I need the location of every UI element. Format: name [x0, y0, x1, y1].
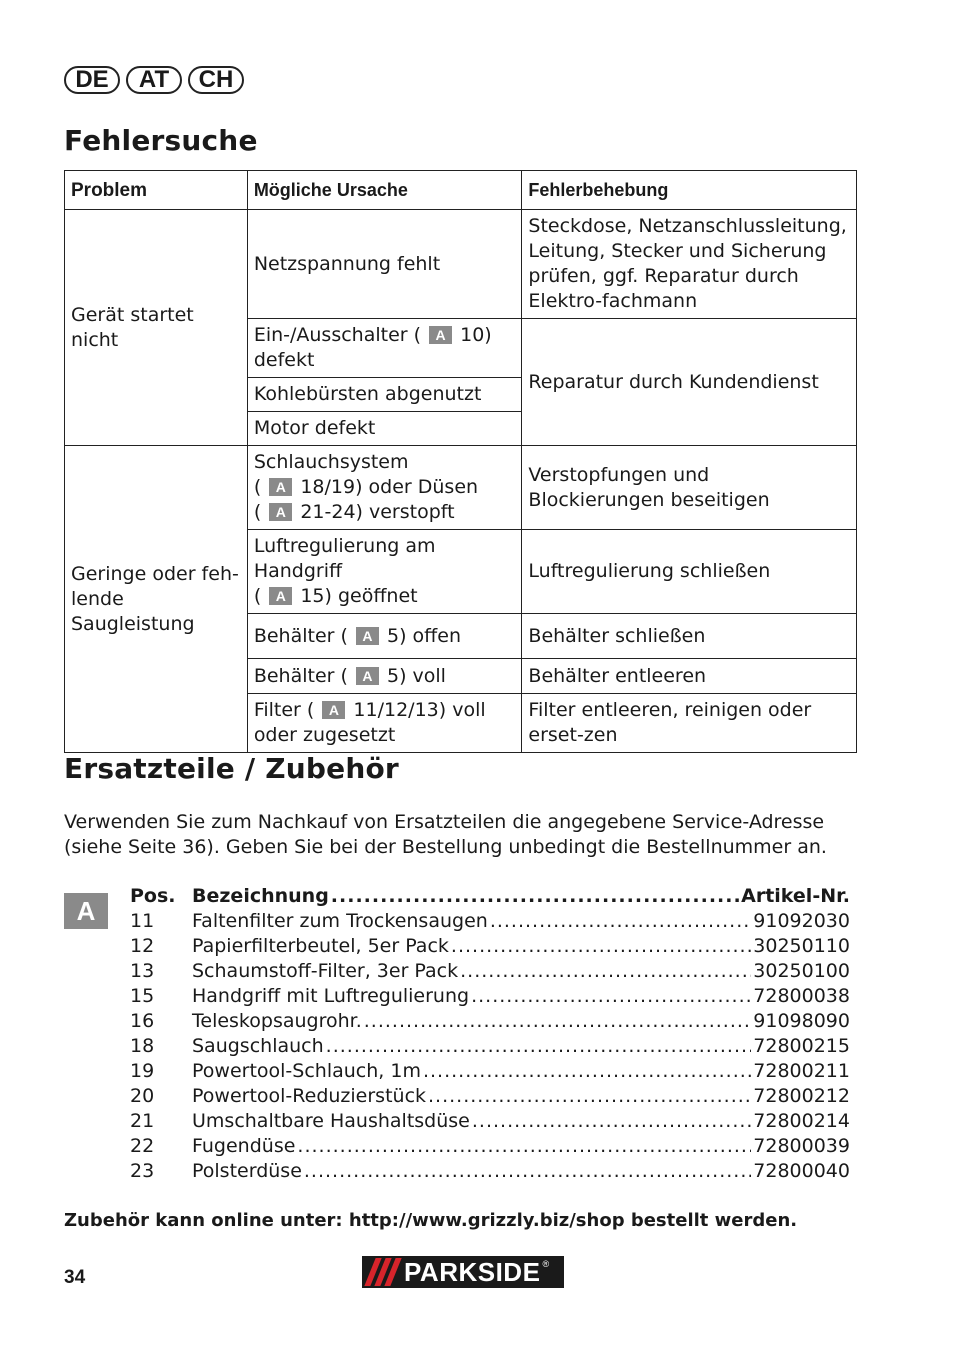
fix-cell: Steckdose, Netzanschlussleitung, Leitung, Stecker und Sicherung prüfen, ggf. Reparatur durch Elektro-fachmann: [522, 210, 857, 319]
table-row: [128, 959, 850, 984]
cause-text: 10) defekt: [253, 324, 492, 371]
leader-dots: [297, 1134, 751, 1159]
table-row: [65, 446, 857, 530]
cause-cell: [247, 530, 522, 614]
cause-cell: Motor defekt: [247, 412, 522, 446]
cause-text: 5) offen: [380, 624, 461, 647]
part-article-number: 72800214: [753, 1110, 850, 1132]
fix-cell: Reparatur durch Kundendienst: [522, 319, 857, 446]
fix-cell: Behälter entleeren: [522, 659, 857, 694]
part-article-number: 30250110: [753, 935, 850, 957]
cause-text: Behälter (: [253, 664, 348, 687]
problem-cell: Geringe oder feh-lende Saugleistung: [65, 446, 248, 753]
part-name: Faltenfilter zum Trockensaugen: [192, 910, 488, 932]
parts-header-art: Artikel-Nr.: [741, 885, 850, 907]
table-row: [128, 1159, 850, 1184]
leader-dots: [428, 1084, 751, 1109]
figure-a-badge: A: [322, 701, 345, 719]
part-pos: 22: [130, 1135, 155, 1157]
table-row: [128, 1084, 850, 1109]
table-row: [128, 1134, 850, 1159]
cause-cell: Netzspannung fehlt: [247, 210, 522, 319]
fix-cell: Filter entleeren, reinigen oder erset-zen: [522, 694, 857, 753]
parts-header-pos: Pos.: [130, 885, 176, 907]
part-article-number: 72800211: [753, 1060, 850, 1082]
cause-cell: [247, 659, 522, 694]
leader-dots: [331, 884, 739, 909]
language-badge-at: AT: [126, 66, 182, 94]
cause-cell: [247, 694, 522, 753]
table-row: [128, 1034, 850, 1059]
problem-cell: Gerät startet nicht: [65, 210, 248, 446]
section-title-troubleshooting: Fehlersuche: [64, 124, 258, 157]
language-badges: [64, 66, 244, 94]
part-name: Papierfilterbeutel, 5er Pack: [192, 935, 449, 957]
leader-dots: [364, 1009, 752, 1034]
cause-text: Schlauchsystem: [253, 451, 409, 473]
table-row: [128, 1009, 850, 1034]
table-row: [128, 934, 850, 959]
part-pos: 11: [130, 910, 155, 932]
part-article-number: 91092030: [753, 910, 850, 932]
figure-a-badge: A: [356, 627, 379, 645]
troubleshooting-table: [64, 170, 857, 753]
cause-text: 5) voll: [380, 664, 446, 687]
part-article-number: 72800215: [753, 1035, 850, 1057]
fix-cell: Luftregulierung schließen: [522, 530, 857, 614]
part-pos: 21: [130, 1110, 155, 1132]
paren: (: [253, 501, 262, 523]
part-pos: 20: [130, 1085, 155, 1107]
part-pos: 13: [130, 960, 155, 982]
section-title-spare-parts: Ersatzteile / Zubehör: [64, 752, 399, 785]
part-pos: 12: [130, 935, 155, 957]
cause-text: 18/19) oder Düsen: [300, 476, 479, 498]
leader-dots: [490, 909, 751, 934]
cause-cell: [247, 319, 522, 378]
part-name: Powertool-Schlauch, 1m: [192, 1060, 421, 1082]
part-name: Umschaltbare Haushaltsdüse: [192, 1110, 470, 1132]
cause-cell: [247, 446, 522, 530]
leader-dots: [472, 1109, 751, 1134]
leader-dots: [451, 934, 751, 959]
spare-parts-intro: Verwenden Sie zum Nachkauf von Ersatzteilen die angegebene Service-Adresse (siehe Seite 36). Geben Sie bei der Bestellung unbedingt die Bestellnummer an.: [64, 811, 827, 858]
part-article-number: 30250100: [753, 960, 850, 982]
cause-cell: Kohlebürsten abgenutzt: [247, 378, 522, 412]
leader-dots: [460, 959, 751, 984]
header-fix: Fehlerbehebung: [522, 171, 857, 210]
part-name: Fugendüse: [192, 1135, 296, 1157]
header-cause: Mögliche Ursache: [247, 171, 522, 210]
figure-a-badge: A: [269, 587, 292, 605]
cause-text: Luftregulierung am Handgriff: [253, 535, 436, 582]
part-name: Schaumstoff-Filter, 3er Pack: [192, 960, 459, 982]
cause-text: 11/12/13) voll oder zugesetzt: [253, 699, 486, 746]
leader-dots: [304, 1159, 751, 1184]
part-pos: 23: [130, 1160, 155, 1182]
logo-registered-mark: ®: [542, 1259, 550, 1269]
table-row: [128, 984, 850, 1009]
page-number: 34: [64, 1267, 86, 1288]
parts-header-name: Bezeichnung: [192, 885, 329, 907]
leader-dots: [423, 1059, 751, 1084]
part-pos: 19: [130, 1060, 155, 1082]
table-row: [128, 909, 850, 934]
header-problem: Problem: [65, 171, 248, 210]
cause-text: Ein-/Ausschalter (: [253, 324, 422, 346]
part-name: Powertool-Reduzierstück: [192, 1085, 427, 1107]
figure-a-badge: A: [429, 326, 452, 344]
parkside-logo: [362, 1256, 564, 1288]
table-header-row: [65, 171, 857, 210]
logo-stripes: [362, 1256, 404, 1288]
fix-cell: Behälter schließen: [522, 614, 857, 659]
table-row: [128, 1109, 850, 1134]
figure-a-badge: A: [269, 503, 292, 521]
cause-cell: [247, 614, 522, 659]
part-pos: 18: [130, 1035, 155, 1057]
leader-dots: [471, 984, 751, 1009]
part-name: Saugschlauch: [192, 1035, 324, 1057]
cause-text: 21-24) verstopft: [300, 501, 455, 523]
cause-text: Filter (: [253, 699, 315, 721]
accessories-online-note: Zubehör kann online unter: http://www.grizzly.biz/shop bestellt werden.: [64, 1210, 798, 1231]
part-name: Teleskopsaugrohr.: [192, 1010, 362, 1032]
figure-a-badge: A: [356, 667, 379, 685]
spare-parts-list: [128, 884, 850, 1184]
figure-a-badge: A: [269, 478, 292, 496]
leader-dots: [326, 1034, 752, 1059]
table-row: [128, 1059, 850, 1084]
logo-text: PARKSIDE: [404, 1256, 541, 1287]
cause-text: 15) geöffnet: [300, 585, 418, 607]
part-article-number: 72800039: [753, 1135, 850, 1157]
part-article-number: 91098090: [753, 1010, 850, 1032]
table-row: [65, 210, 857, 319]
paren: (: [253, 585, 262, 607]
cause-text: Behälter (: [253, 624, 348, 647]
part-pos: 15: [130, 985, 155, 1007]
part-article-number: 72800212: [753, 1085, 850, 1107]
language-badge-de: DE: [64, 66, 120, 94]
part-pos: 16: [130, 1010, 155, 1032]
part-article-number: 72800040: [753, 1160, 850, 1182]
fix-cell: Verstopfungen und Blockierungen beseitigen: [522, 446, 857, 530]
parts-header-row: [128, 884, 850, 909]
part-name: Handgriff mit Luftregulierung: [192, 985, 470, 1007]
part-name: Polsterdüse: [192, 1160, 302, 1182]
paren: (: [253, 476, 262, 498]
figure-a-badge-large: A: [64, 893, 108, 929]
part-article-number: 72800038: [753, 985, 850, 1007]
language-badge-ch: CH: [188, 66, 244, 94]
